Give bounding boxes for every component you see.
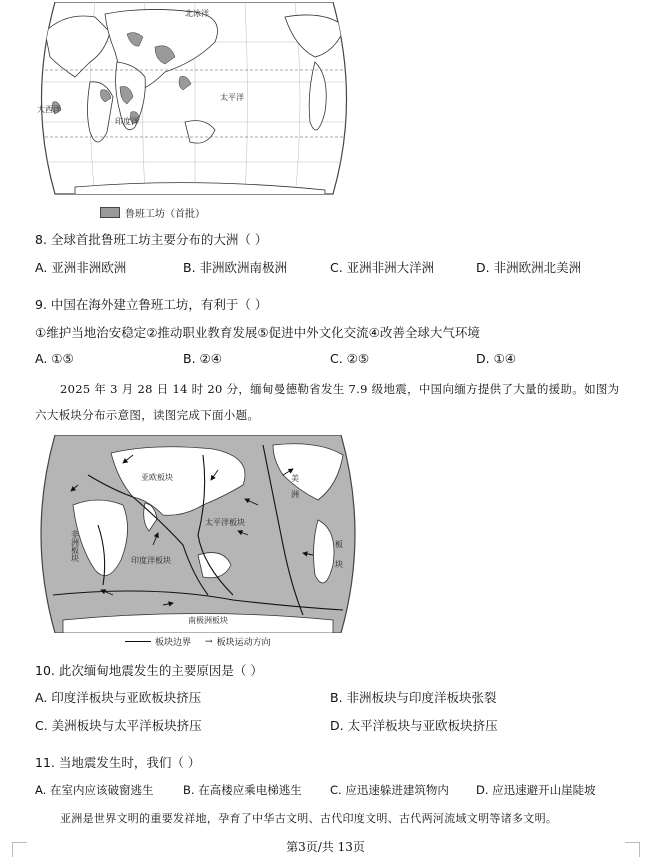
q11-option-a[interactable]: A. 在室内应该破窗逃生 [35,783,154,797]
q9-option-b[interactable]: B. ②④ [183,351,222,366]
passage-asia: 亚洲是世界文明的重要发祥地，孕育了中华古文明、古代印度文明、古代两河流域文明等诸多文明。 [60,812,558,825]
q9-option-c[interactable]: C. ②⑤ [330,351,370,366]
q10-option-c[interactable]: C. 美洲板块与太平洋板块挤压 [35,718,202,733]
map2-legend [125,635,271,648]
crop-mark-right [625,842,640,857]
american-plate-label-2: 洲 [291,490,299,499]
q10-option-a[interactable]: A. 印度洋板块与亚欧板块挤压 [35,690,202,705]
q8-option-d[interactable]: D. 非洲欧洲北美洲 [476,260,582,275]
map1-legend [100,205,205,220]
arctic-ocean-label: 北冰洋 [185,9,209,18]
american-plate-label-1: 美 [291,474,299,483]
indian-plate-label: 印度洋板块 [131,556,171,565]
pacific-ocean-label: 太平洋 [220,93,244,102]
american-plate-label-3: 板 [335,540,343,549]
q8-option-b[interactable]: B. 非洲欧洲南极洲 [183,260,288,275]
african-plate-label: 非洲板块 [70,530,80,562]
luban-workshop-world-map [35,2,353,198]
q8-option-c[interactable]: C. 亚洲非洲大洋洲 [330,260,435,275]
question-9-stem: 9. 中国在海外建立鲁班工坊，有利于（ ） [35,297,268,312]
passage-line-1: 2025 年 3 月 28 日 14 时 20 分，缅甸曼德勒省发生 7.9 级地震，中国向缅方提供了大量的援助。如图为 [60,382,620,396]
question-8-stem: 8. 全球首批鲁班工坊主要分布的大洲（ ） [35,232,268,247]
q10-option-b[interactable]: B. 非洲板块与印度洋板块张裂 [330,690,497,705]
legend-boundary-text: 板块边界 [155,638,192,648]
legend-text: 鲁班工坊（首批） [125,209,205,220]
legend-swatch-icon [100,207,120,218]
q10-option-d[interactable]: D. 太平洋板块与亚欧板块挤压 [330,718,498,733]
passage-line-2: 六大板块分布示意图，读图完成下面小题。 [35,408,260,422]
eurasian-plate-label: 亚欧板块 [141,473,173,482]
american-plate-label-4: 块 [335,560,343,569]
question-10-stem: 10. 此次缅甸地震发生的主要原因是（ ） [35,663,263,678]
question-9-statements: ①维护当地治安稳定②推动职业教育发展⑤促进中外文化交流④改善全球大气环境 [35,325,480,340]
pacific-plate-label: 太平洋板块 [205,518,245,527]
tectonic-plates-map [33,435,363,633]
motion-arrow-icon: → [205,636,213,647]
indian-ocean-label: 印度洋 [115,117,139,126]
question-11-stem: 11. 当地震发生时，我们（ ） [35,755,201,770]
q8-option-a[interactable]: A. 亚洲非洲欧洲 [35,260,127,275]
antarctic-plate-label: 南极洲板块 [188,616,228,625]
q9-option-d[interactable]: D. ①④ [476,351,516,366]
crop-mark-left [12,842,27,857]
q11-option-b[interactable]: B. 在高楼应乘电梯逃生 [183,783,302,797]
q11-option-d[interactable]: D. 应迅速避开山崖陡坡 [476,783,596,797]
atlantic-ocean-label: 大西洋 [37,105,61,114]
q11-option-c[interactable]: C. 应迅速躲进建筑物内 [330,783,449,797]
page-number: 第3页/共 13页 [286,840,365,854]
legend-motion-text: 板块运动方向 [216,638,271,648]
q9-option-a[interactable]: A. ①⑤ [35,351,74,366]
boundary-line-icon [125,641,151,642]
